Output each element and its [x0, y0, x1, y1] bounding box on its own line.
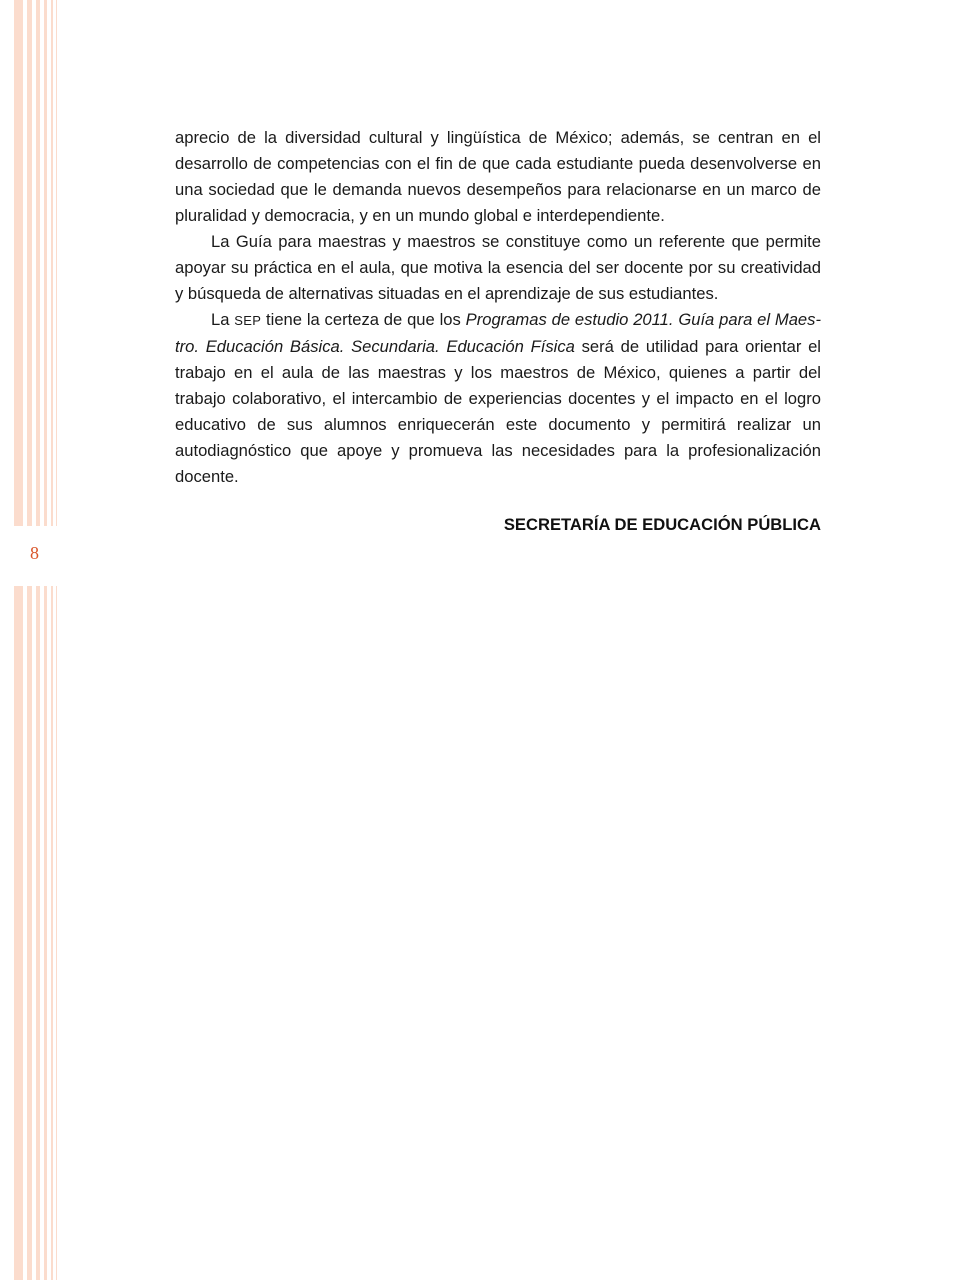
paragraph-3-mid: tiene la certeza de que los — [261, 310, 466, 329]
document-title: Programas de estudio 2011. Guía para el Maestro. Educación Básica. Secundaria. Educación Física — [175, 310, 821, 356]
signature: SECRETARÍA DE EDUCACIÓN PÚBLICA — [503, 515, 821, 534]
body-text — [175, 125, 821, 490]
paragraph-2: La Guía para maestras y maestros se constituye como un referente que permite apoyar su práctica en el aula, que motiva la esencia del ser docente por su creatividad y búsqueda de alternativas situadas en el aprendizaje de sus estudiantes. — [175, 232, 821, 303]
paragraph-3-end: será de utilidad para orientar el trabajo en el aula de las maestras y los maestros de México, quienes a partir del trabajo colaborativo, el intercambio de experiencias docentes y el impacto en el logro educativo de sus alumnos enriquecerán este documento y permitirá realizar un autodiagnóstico que apoye y promueva las necesidades para la profesionalización docente. — [175, 337, 821, 486]
decorative-stripes-bottom — [0, 586, 60, 1280]
sep-acronym: SEP — [234, 313, 262, 328]
paragraph-3-start: La — [211, 310, 235, 329]
page-number: 8 — [30, 543, 39, 563]
paragraph-3 — [175, 307, 821, 490]
paragraph-1: aprecio de la diversidad cultural y lingüística de México; además, se centran en el desarrollo de competencias con el fin de que cada estudiante pueda desenvolverse en una sociedad que le demanda nuevos desempeños para relacionarse en un marco de pluralidad y democracia, y en un mundo global e interdependiente. — [175, 128, 821, 225]
decorative-stripes-top — [0, 0, 60, 526]
